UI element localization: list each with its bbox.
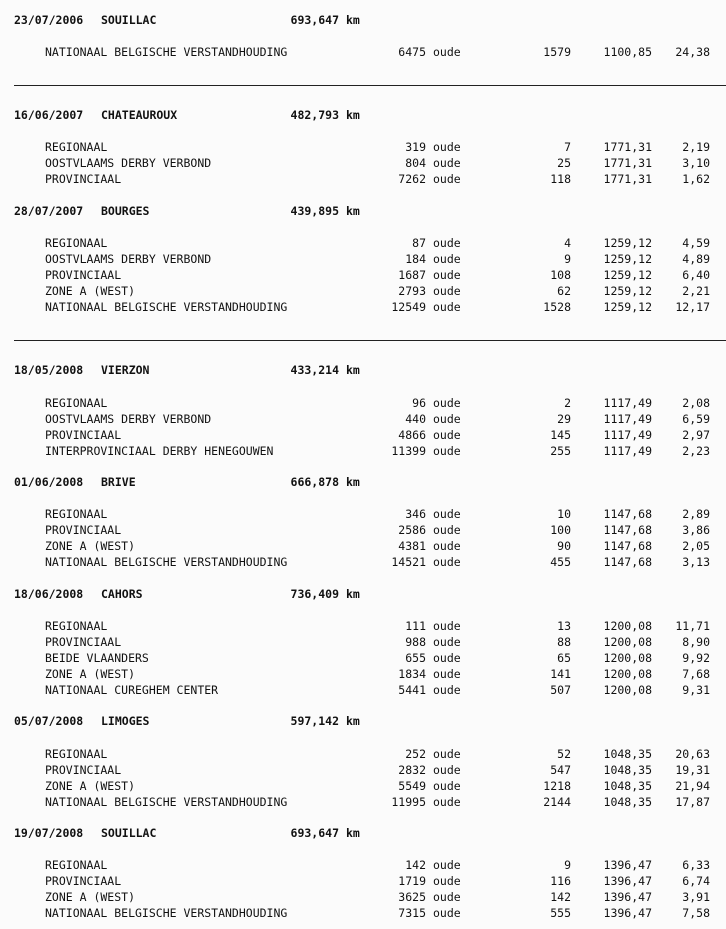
race-distance: 433,214 xyxy=(290,363,339,377)
category-label: ZONE A (WEST) xyxy=(45,779,136,793)
placement: 9 xyxy=(564,252,571,266)
table-row xyxy=(0,300,726,315)
entry-count: 988 xyxy=(405,635,426,649)
speed: 1200,08 xyxy=(603,619,652,633)
race-date: 18/06/2008 xyxy=(14,587,84,601)
speed: 1771,31 xyxy=(603,172,652,186)
table-row xyxy=(0,890,726,905)
table-row xyxy=(0,779,726,794)
placement: 455 xyxy=(550,555,571,569)
entry-count: 12549 xyxy=(391,300,426,314)
entry-kind: oude xyxy=(433,444,461,458)
percentage: 4,89 xyxy=(682,252,710,266)
category-label: ZONE A (WEST) xyxy=(45,284,136,298)
entry-count: 11995 xyxy=(391,795,426,809)
percentage: 19,31 xyxy=(675,763,710,777)
percentage: 1,62 xyxy=(682,172,710,186)
placement: 4 xyxy=(564,236,571,250)
table-row xyxy=(0,428,726,443)
race-date: 19/07/2008 xyxy=(14,826,84,840)
placement: 116 xyxy=(550,874,571,888)
entry-count: 1834 xyxy=(398,667,426,681)
category-label: INTERPROVINCIAAL DERBY HENEGOUWEN xyxy=(45,444,274,458)
race-date: 28/07/2007 xyxy=(14,204,84,218)
category-label: PROVINCIAAL xyxy=(45,172,122,186)
percentage: 2,21 xyxy=(682,284,710,298)
table-row xyxy=(0,539,726,554)
speed: 1771,31 xyxy=(603,140,652,154)
race-distance: 666,878 xyxy=(290,475,339,489)
speed: 1117,49 xyxy=(603,444,652,458)
entry-count: 96 xyxy=(412,396,426,410)
percentage: 17,87 xyxy=(675,795,710,809)
category-label: REGIONAAL xyxy=(45,236,108,250)
category-label: REGIONAAL xyxy=(45,140,108,154)
placement: 255 xyxy=(550,444,571,458)
placement: 29 xyxy=(557,412,571,426)
category-label: OOSTVLAAMS DERBY VERBOND xyxy=(45,412,212,426)
entry-kind: oude xyxy=(433,763,461,777)
speed: 1117,49 xyxy=(603,396,652,410)
category-label: PROVINCIAAL xyxy=(45,428,122,442)
speed: 1396,47 xyxy=(603,906,652,920)
percentage: 8,90 xyxy=(682,635,710,649)
percentage: 3,86 xyxy=(682,523,710,537)
placement: 1528 xyxy=(543,300,571,314)
table-row xyxy=(0,619,726,634)
race-distance: 693,647 xyxy=(290,13,339,27)
speed: 1147,68 xyxy=(603,523,652,537)
entry-kind: oude xyxy=(433,300,461,314)
placement: 2 xyxy=(564,396,571,410)
distance-unit: km xyxy=(346,475,360,489)
entry-kind: oude xyxy=(433,428,461,442)
entry-kind: oude xyxy=(433,651,461,665)
table-row xyxy=(0,172,726,187)
percentage: 2,97 xyxy=(682,428,710,442)
speed: 1100,85 xyxy=(603,45,652,59)
table-row xyxy=(0,444,726,459)
entry-kind: oude xyxy=(433,747,461,761)
table-row xyxy=(0,651,726,666)
speed: 1200,08 xyxy=(603,683,652,697)
placement: 1218 xyxy=(543,779,571,793)
race-place: SOUILLAC xyxy=(101,826,157,840)
percentage: 6,33 xyxy=(682,858,710,872)
percentage: 3,13 xyxy=(682,555,710,569)
table-row xyxy=(0,747,726,762)
speed: 1117,49 xyxy=(603,428,652,442)
entry-count: 142 xyxy=(405,858,426,872)
placement: 13 xyxy=(557,619,571,633)
entry-count: 1719 xyxy=(398,874,426,888)
speed: 1147,68 xyxy=(603,555,652,569)
distance-unit: km xyxy=(346,13,360,27)
placement: 9 xyxy=(564,858,571,872)
entry-kind: oude xyxy=(433,890,461,904)
race-place: BRIVE xyxy=(101,475,136,489)
entry-kind: oude xyxy=(433,236,461,250)
placement: 108 xyxy=(550,268,571,282)
entry-kind: oude xyxy=(433,45,461,59)
speed: 1117,49 xyxy=(603,412,652,426)
speed: 1147,68 xyxy=(603,507,652,521)
percentage: 2,89 xyxy=(682,507,710,521)
entry-count: 655 xyxy=(405,651,426,665)
entry-kind: oude xyxy=(433,252,461,266)
speed: 1048,35 xyxy=(603,779,652,793)
race-date: 18/05/2008 xyxy=(14,363,84,377)
percentage: 4,59 xyxy=(682,236,710,250)
entry-count: 111 xyxy=(405,619,426,633)
race-distance: 482,793 xyxy=(290,108,339,122)
race-place: CHATEAUROUX xyxy=(101,108,178,122)
table-row xyxy=(0,284,726,299)
race-distance: 597,142 xyxy=(290,714,339,728)
entry-count: 87 xyxy=(412,236,426,250)
entry-kind: oude xyxy=(433,156,461,170)
speed: 1147,68 xyxy=(603,539,652,553)
percentage: 21,94 xyxy=(675,779,710,793)
speed: 1200,08 xyxy=(603,667,652,681)
placement: 10 xyxy=(557,507,571,521)
category-label: REGIONAAL xyxy=(45,858,108,872)
entry-kind: oude xyxy=(433,619,461,633)
distance-unit: km xyxy=(346,363,360,377)
race-place: LIMOGES xyxy=(101,714,150,728)
entry-kind: oude xyxy=(433,667,461,681)
percentage: 2,19 xyxy=(682,140,710,154)
table-row xyxy=(0,252,726,267)
entry-kind: oude xyxy=(433,523,461,537)
entry-kind: oude xyxy=(433,507,461,521)
placement: 142 xyxy=(550,890,571,904)
table-row xyxy=(0,140,726,155)
category-label: ZONE A (WEST) xyxy=(45,890,136,904)
speed: 1048,35 xyxy=(603,763,652,777)
speed: 1259,12 xyxy=(603,268,652,282)
distance-unit: km xyxy=(346,826,360,840)
table-row xyxy=(0,635,726,650)
table-row xyxy=(0,795,726,810)
percentage: 2,08 xyxy=(682,396,710,410)
placement: 25 xyxy=(557,156,571,170)
entry-kind: oude xyxy=(433,858,461,872)
entry-kind: oude xyxy=(433,874,461,888)
entry-count: 346 xyxy=(405,507,426,521)
race-distance: 736,409 xyxy=(290,587,339,601)
percentage: 2,23 xyxy=(682,444,710,458)
percentage: 3,10 xyxy=(682,156,710,170)
entry-count: 7262 xyxy=(398,172,426,186)
race-place: VIERZON xyxy=(101,363,150,377)
placement: 547 xyxy=(550,763,571,777)
entry-count: 804 xyxy=(405,156,426,170)
table-row xyxy=(0,906,726,921)
placement: 88 xyxy=(557,635,571,649)
category-label: NATIONAAL BELGISCHE VERSTANDHOUDING xyxy=(45,300,288,314)
distance-unit: km xyxy=(346,714,360,728)
percentage: 2,05 xyxy=(682,539,710,553)
distance-unit: km xyxy=(346,204,360,218)
placement: 65 xyxy=(557,651,571,665)
category-label: PROVINCIAAL xyxy=(45,635,122,649)
category-label: NATIONAAL BELGISCHE VERSTANDHOUDING xyxy=(45,906,288,920)
distance-unit: km xyxy=(346,587,360,601)
table-row xyxy=(0,667,726,682)
entry-count: 7315 xyxy=(398,906,426,920)
race-distance: 693,647 xyxy=(290,826,339,840)
table-row xyxy=(0,858,726,873)
percentage: 6,74 xyxy=(682,874,710,888)
table-row xyxy=(0,268,726,283)
category-label: PROVINCIAAL xyxy=(45,268,122,282)
placement: 507 xyxy=(550,683,571,697)
entry-count: 2586 xyxy=(398,523,426,537)
entry-count: 2793 xyxy=(398,284,426,298)
placement: 2144 xyxy=(543,795,571,809)
race-place: SOUILLAC xyxy=(101,13,157,27)
entry-count: 4381 xyxy=(398,539,426,553)
entry-count: 319 xyxy=(405,140,426,154)
category-label: NATIONAAL BELGISCHE VERSTANDHOUDING xyxy=(45,795,288,809)
percentage: 20,63 xyxy=(675,747,710,761)
entry-kind: oude xyxy=(433,268,461,282)
category-label: PROVINCIAAL xyxy=(45,874,122,888)
entry-kind: oude xyxy=(433,396,461,410)
entry-count: 184 xyxy=(405,252,426,266)
entry-count: 11399 xyxy=(391,444,426,458)
race-distance: 439,895 xyxy=(290,204,339,218)
entry-kind: oude xyxy=(433,795,461,809)
race-date: 16/06/2007 xyxy=(14,108,84,122)
percentage: 7,58 xyxy=(682,906,710,920)
category-label: REGIONAAL xyxy=(45,619,108,633)
category-label: ZONE A (WEST) xyxy=(45,667,136,681)
speed: 1259,12 xyxy=(603,252,652,266)
entry-kind: oude xyxy=(433,140,461,154)
placement: 555 xyxy=(550,906,571,920)
category-label: NATIONAAL CUREGHEM CENTER xyxy=(45,683,219,697)
category-label: PROVINCIAAL xyxy=(45,763,122,777)
category-label: BEIDE VLAANDERS xyxy=(45,651,149,665)
placement: 145 xyxy=(550,428,571,442)
speed: 1396,47 xyxy=(603,858,652,872)
placement: 100 xyxy=(550,523,571,537)
placement: 7 xyxy=(564,140,571,154)
entry-kind: oude xyxy=(433,284,461,298)
percentage: 6,59 xyxy=(682,412,710,426)
entry-kind: oude xyxy=(433,779,461,793)
percentage: 3,91 xyxy=(682,890,710,904)
race-date: 01/06/2008 xyxy=(14,475,84,489)
entry-count: 1687 xyxy=(398,268,426,282)
percentage: 9,92 xyxy=(682,651,710,665)
table-row xyxy=(0,683,726,698)
table-row xyxy=(0,45,726,60)
speed: 1200,08 xyxy=(603,635,652,649)
speed: 1396,47 xyxy=(603,890,652,904)
entry-count: 440 xyxy=(405,412,426,426)
placement: 1579 xyxy=(543,45,571,59)
race-place: BOURGES xyxy=(101,204,150,218)
table-row xyxy=(0,523,726,538)
speed: 1771,31 xyxy=(603,156,652,170)
section-divider xyxy=(14,85,726,86)
percentage: 12,17 xyxy=(675,300,710,314)
entry-count: 2832 xyxy=(398,763,426,777)
entry-count: 3625 xyxy=(398,890,426,904)
table-row xyxy=(0,874,726,889)
category-label: REGIONAAL xyxy=(45,747,108,761)
race-place: CAHORS xyxy=(101,587,143,601)
category-label: OOSTVLAAMS DERBY VERBOND xyxy=(45,252,212,266)
table-row xyxy=(0,156,726,171)
placement: 52 xyxy=(557,747,571,761)
distance-unit: km xyxy=(346,108,360,122)
entry-kind: oude xyxy=(433,539,461,553)
entry-kind: oude xyxy=(433,412,461,426)
table-row xyxy=(0,396,726,411)
speed: 1259,12 xyxy=(603,284,652,298)
race-date: 05/07/2008 xyxy=(14,714,84,728)
placement: 90 xyxy=(557,539,571,553)
entry-kind: oude xyxy=(433,172,461,186)
percentage: 7,68 xyxy=(682,667,710,681)
table-row xyxy=(0,236,726,251)
entry-kind: oude xyxy=(433,555,461,569)
category-label: ZONE A (WEST) xyxy=(45,539,136,553)
section-divider xyxy=(14,340,726,341)
category-label: NATIONAAL BELGISCHE VERSTANDHOUDING xyxy=(45,45,288,59)
placement: 118 xyxy=(550,172,571,186)
table-row xyxy=(0,507,726,522)
category-label: REGIONAAL xyxy=(45,396,108,410)
percentage: 11,71 xyxy=(675,619,710,633)
table-row xyxy=(0,555,726,570)
entry-kind: oude xyxy=(433,683,461,697)
percentage: 9,31 xyxy=(682,683,710,697)
speed: 1259,12 xyxy=(603,236,652,250)
entry-count: 5549 xyxy=(398,779,426,793)
speed: 1048,35 xyxy=(603,795,652,809)
placement: 141 xyxy=(550,667,571,681)
placement: 62 xyxy=(557,284,571,298)
race-date: 23/07/2006 xyxy=(14,13,84,27)
entry-count: 6475 xyxy=(398,45,426,59)
entry-count: 5441 xyxy=(398,683,426,697)
table-row xyxy=(0,763,726,778)
entry-count: 14521 xyxy=(391,555,426,569)
category-label: NATIONAAL BELGISCHE VERSTANDHOUDING xyxy=(45,555,288,569)
entry-count: 252 xyxy=(405,747,426,761)
entry-kind: oude xyxy=(433,906,461,920)
percentage: 6,40 xyxy=(682,268,710,282)
table-row xyxy=(0,412,726,427)
category-label: OOSTVLAAMS DERBY VERBOND xyxy=(45,156,212,170)
entry-count: 4866 xyxy=(398,428,426,442)
speed: 1200,08 xyxy=(603,651,652,665)
entry-kind: oude xyxy=(433,635,461,649)
category-label: REGIONAAL xyxy=(45,507,108,521)
percentage: 24,38 xyxy=(675,45,710,59)
category-label: PROVINCIAAL xyxy=(45,523,122,537)
speed: 1048,35 xyxy=(603,747,652,761)
speed: 1396,47 xyxy=(603,874,652,888)
speed: 1259,12 xyxy=(603,300,652,314)
